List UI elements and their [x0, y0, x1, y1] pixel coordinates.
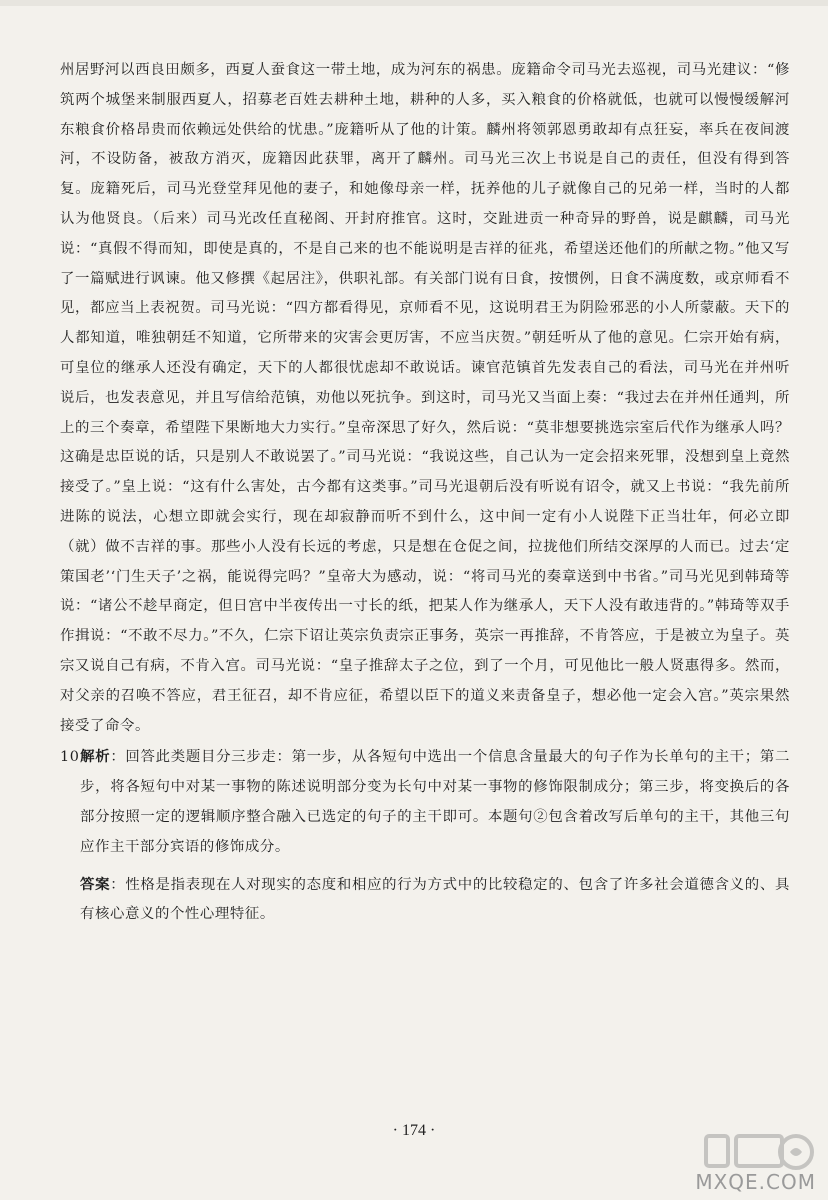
paragraph-1: 州居野河以西良田颇多，西夏人蚕食这一带土地，成为河东的祸患。庞籍命令司马光去巡视，司马光建议：“修筑两个城堡来制服西夏人，招募老百姓去耕种土地，耕种的人多，买入粮食的价格就低，也就可以慢慢缓解河东粮食价格昂贵而依赖远处供给的忧患。”庞籍听从了他的计策。麟州将领郭恩勇敢却有点狂妄，率兵在夜间渡河，不设防备，被敌方消灭，庞籍因此获罪，离开了麟州。司马光三次上书说是自己的责任，但没有得到答复。庞籍死后，司马光登堂拜见他的妻子，和她像母亲一样，抚养他的儿子就像自己的兄弟一样，当时的人都认为他贤良。（后来）司马光改任直秘阁、开封府推官。这时，交趾进贡一种奇异的野兽，说是麒麟，司马光说：“真假不得而知，即使是真的，不是自己来的也不能说明是吉祥的征兆，希望送还他们的所献之物。”他又写了一篇赋进行讽谏。他又修撰《起居注》，供职礼部。有关部门说有日食，按惯例，日食不满度数，或京师看不见，都应当上表祝贺。司马光说：“四方都看得见，京师看不见，这说明君王为阴险邪恶的小人所蒙蔽。天下的人都知道，唯独朝廷不知道，它所带来的灾害会更厉害，不应当庆贺。”朝廷听从了他的意见。仁宗开始有病，可皇位的继承人还没有确定，天下的人都很忧虑却不敢说话。谏官范镇首先发表自己的看法，司马光在并州听说后，也发表意见，并且写信给范镇，劝他以死抗争。到这时，司马光又当面上奏：“我过去在并州任通判，所上的三个奏章，希望陛下果断地大力实行。”皇帝深思了好久，然后说：“莫非想要挑选宗室后代作为继承人吗？这确是忠臣说的话，只是别人不敢说罢了。”司马光说：“我说这些，自己认为一定会招来死罪，没想到皇上竟然接受了。”皇上说：“这有什么害处，古今都有这类事。”司马光退朝后没有听说有诏令，就又上书说：“我先前所进陈的说法，心想立即就会实行，现在却寂静而听不到什么，这中间一定有小人说陛下正当壮年，何必立即（就）做不吉祥的事。那些小人没有长远的考虑，只是想在仓促之间，拉拢他们所结交深厚的人而已。过去‘定策国老’‘门生天子’之祸，能说得完吗？”皇帝大为感动，说：“将司马光的奏章送到中书省。”司马光见到韩琦等说：“诸公不趁早商定，但日宫中半夜传出一寸长的纸，把某人作为继承人，天下人没有敢违背的。”韩琦等双手作揖说：“不敢不尽力。”不久，仁宗下诏让英宗负责宗正事务，英宗一再推辞，不肯答应，于是被立为皇子。英宗又说自己有病，不肯入宫。司马光说：“皇子推辞太子之位，到了一个月，可见他比一般人贤惠得多。然而，对父亲的召唤不答应，君王征召，却不肯应征，希望以臣下的道义来责备皇子，想必他一定会入宫。”英宗果然接受了命令。 — [60, 62, 790, 734]
analysis-label: 解析 — [80, 749, 111, 766]
analysis-text: ：回答此类题目分三步走：第一步，从各短句中选出一个信息含量最大的句子作为长单句的主干；第二步，将各短句中对某一事物的陈述说明部分变为长句中对某一事物的修饰限制成分；第三步，将变换后的各部分按照一定的逻辑顺序整合融入已选定的句子的主干即可。本题句②包含着改写后单句的主干，其他三句应作主干部分宾语的修饰成分。 — [80, 749, 790, 855]
document-body — [60, 56, 790, 930]
question-number: 10. — [60, 749, 85, 766]
answer-label: 答案 — [80, 876, 111, 893]
page-number: · 174 · — [392, 1122, 436, 1139]
answer-text: ：性格是指表现在人对现实的态度和相应的行为方式中的比较稳定的、包含了许多社会道德含义的、具有核心意义的个性心理特征。 — [80, 876, 790, 923]
watermark-text: MXQE.COM — [695, 1170, 816, 1194]
answer-block — [60, 871, 790, 931]
scan-edge — [0, 0, 828, 6]
question-10 — [60, 743, 790, 862]
